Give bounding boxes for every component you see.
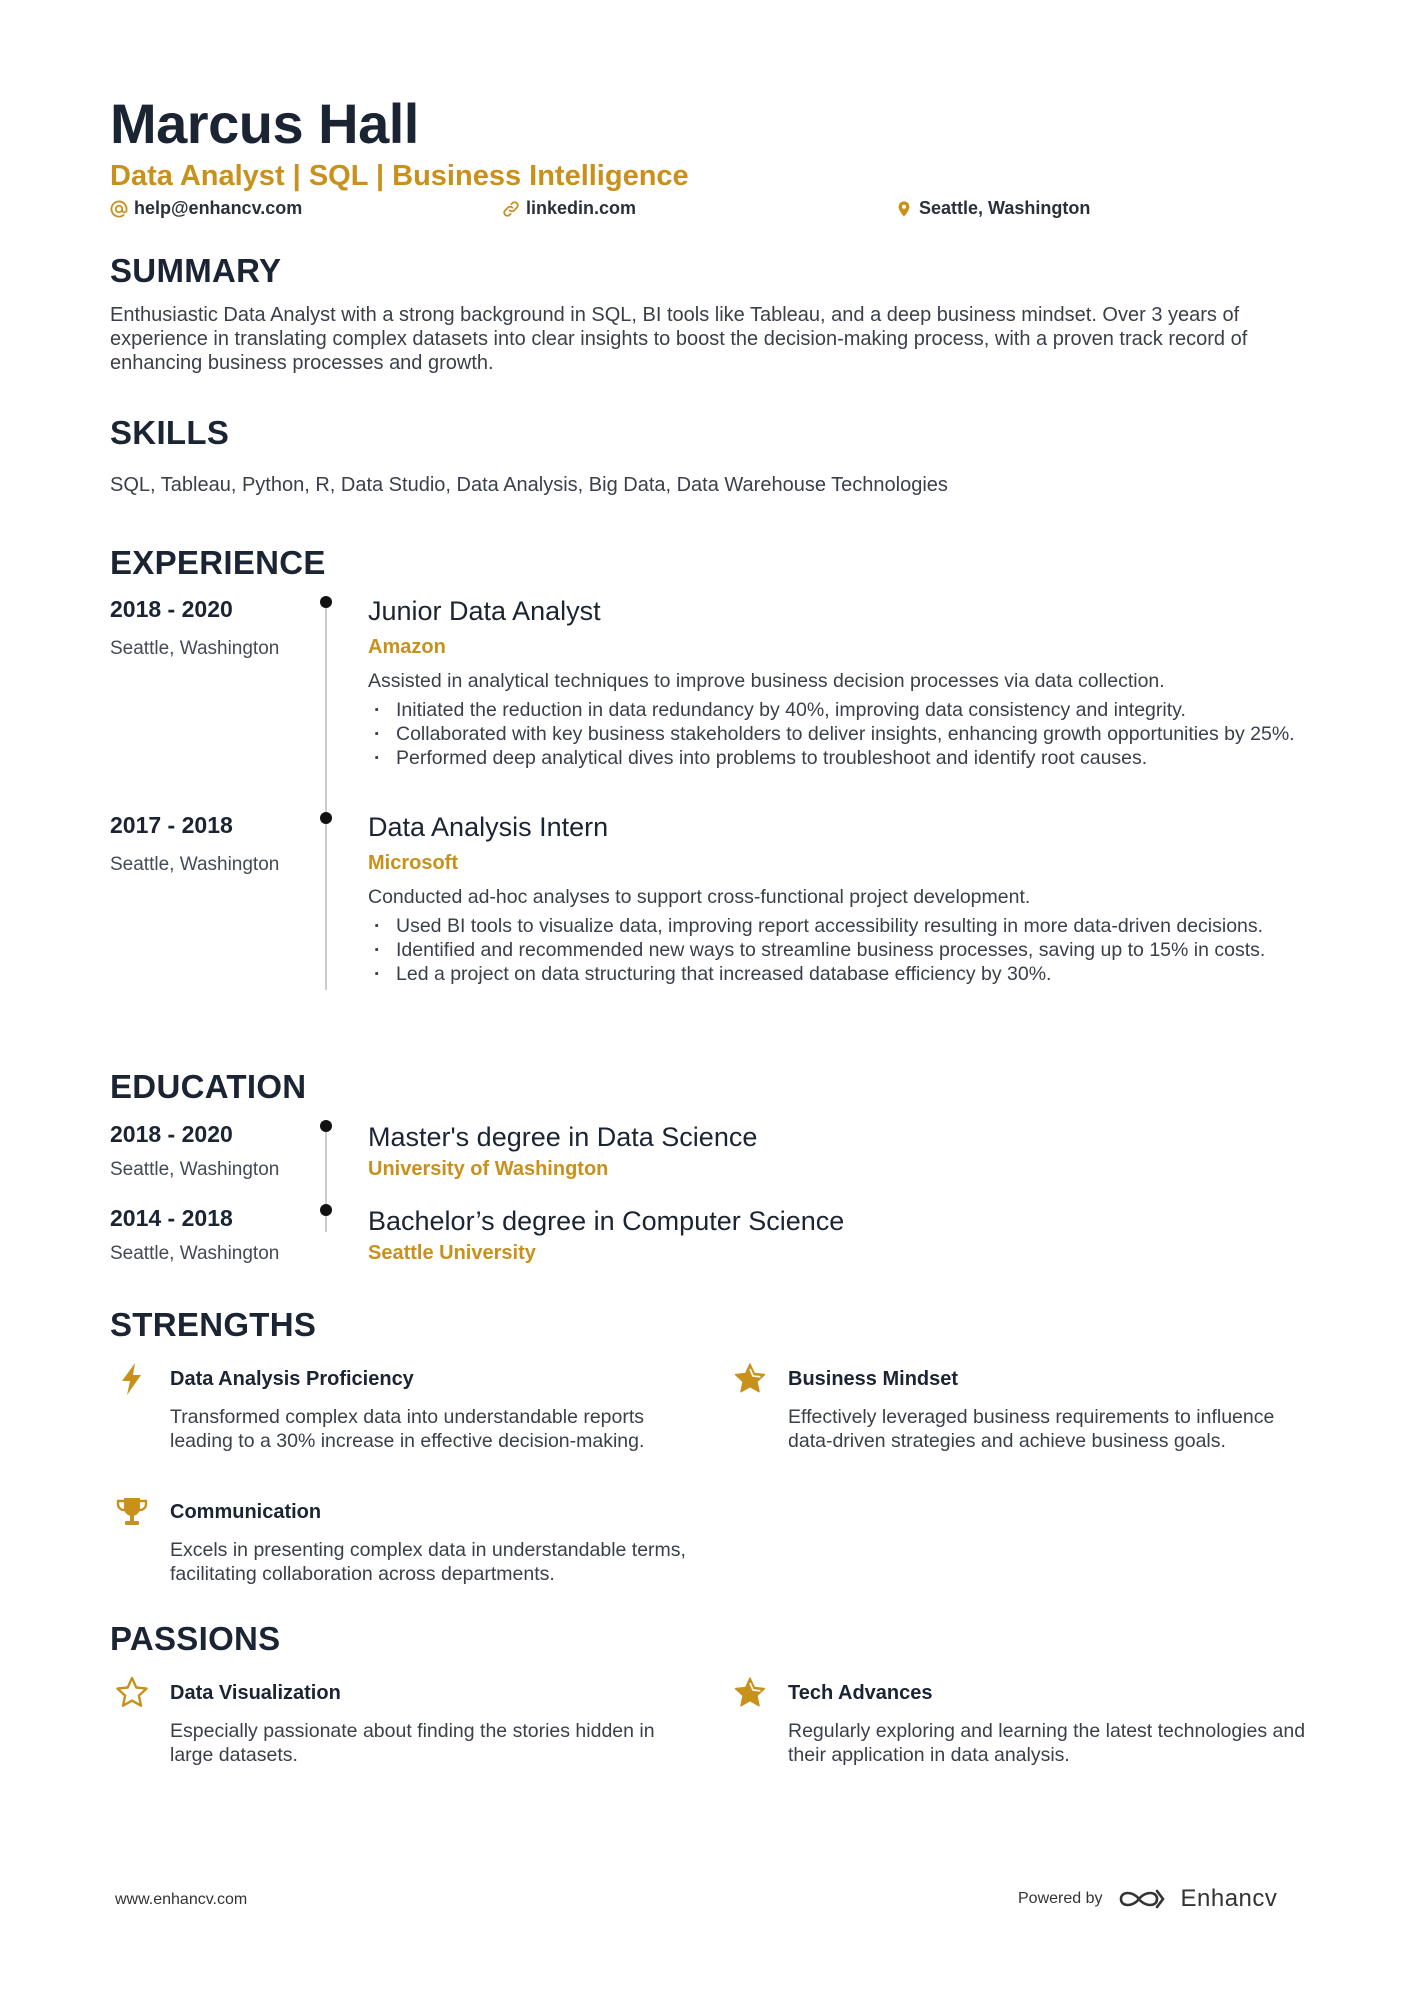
experience-company: Amazon [368,636,446,658]
education-location: Seattle, Washington [110,1243,280,1264]
timeline-dot [320,1204,332,1216]
strength-title: Communication [170,1501,322,1523]
location-text: Seattle, Washington [919,198,1091,218]
experience-timeline [325,604,327,990]
experience-dates: 2018 - 2020 [110,596,233,622]
candidate-name: Marcus Hall [110,92,419,155]
enhancv-logo-icon [1117,1885,1167,1913]
passion-text: Especially passionate about finding the stories hidden in large datasets. [170,1720,655,1766]
bullet-item: · Performed deep analytical dives into problems to troubleshoot and identify root causes. [368,746,1298,770]
experience-dates: 2017 - 2018 [110,812,233,838]
strengths-heading: STRENGTHS [110,1306,317,1343]
bullet-item: · Collaborated with key business stakeholders to deliver insights, enhancing growth opportunities by 25%. [368,722,1298,746]
brand-name: Enhancv [1180,1885,1278,1912]
experience-heading: EXPERIENCE [110,544,326,581]
timeline-dot [320,1120,332,1132]
at-icon [110,200,128,218]
experience-role: Data Analysis Intern [368,812,609,842]
footer-branding[interactable] [1018,1885,1277,1913]
summary-heading: SUMMARY [110,252,282,289]
education-heading: EDUCATION [110,1068,307,1105]
experience-role: Junior Data Analyst [368,596,601,626]
strength-title: Business Mindset [788,1368,959,1390]
bullet-item: · Initiated the reduction in data redundancy by 40%, improving data consistency and integrity. [368,698,1298,722]
strength-text: Excels in presenting complex data in understandable terms, facilitating collaboration across departments. [170,1539,686,1585]
strength-title: Data Analysis Proficiency [170,1368,414,1390]
email-text: help@enhancv.com [134,198,303,218]
experience-description: Conducted ad-hoc analyses to support cross-functional project development. [368,886,1031,908]
star-outline-icon [114,1675,150,1711]
bullet-item: · Identified and recommended new ways to streamline business processes, saving up to 15% in costs. [368,938,1298,962]
education-degree: Bachelor’s degree in Computer Science [368,1206,845,1236]
skills-text: SQL, Tableau, Python, R, Data Studio, Data Analysis, Big Data, Data Warehouse Technologies [110,474,948,496]
linkedin-text: linkedin.com [526,198,637,218]
footer-website[interactable]: www.enhancv.com [115,1891,248,1908]
candidate-tagline: Data Analyst | SQL | Business Intelligence [110,160,689,192]
education-dates: 2018 - 2020 [110,1121,233,1147]
passion-title: Tech Advances [788,1682,933,1704]
bullet-item: · Led a project on data structuring that increased database efficiency by 30%. [368,962,1298,986]
timeline-dot [320,596,332,608]
experience-location: Seattle, Washington [110,638,280,659]
map-pin-icon [895,200,913,218]
bullet-item: · Used BI tools to visualize data, improving report accessibility resulting in more data-driven decisions. [368,914,1298,938]
powered-by-label: Powered by [1018,1890,1103,1907]
education-school: University of Washington [368,1158,609,1180]
experience-bullets [368,914,1298,986]
contact-email[interactable] [110,198,302,219]
strength-text: Transformed complex data into understandable reports leading to a 30% increase in effective decision-making. [170,1406,645,1452]
passions-heading: PASSIONS [110,1620,281,1657]
education-degree: Master's degree in Data Science [368,1122,758,1152]
link-icon [502,200,520,218]
contact-linkedin[interactable] [502,198,636,219]
lightning-icon [114,1361,150,1397]
summary-text: Enthusiastic Data Analyst with a strong background in SQL, BI tools like Tableau, and a deep business mindset. Over 3 years of experience in translating complex datasets into clear insights to boost the decision-making process, with a proven track record of enhancing business processes and growth. [110,304,1248,374]
contact-location [895,198,1090,219]
passion-title: Data Visualization [170,1682,341,1704]
education-timeline [325,1128,327,1232]
strength-text: Effectively leveraged business requirements to influence data-driven strategies and achieve business goals. [788,1406,1275,1452]
star-icon [732,1675,768,1711]
skills-heading: SKILLS [110,414,230,451]
experience-location: Seattle, Washington [110,854,280,875]
experience-company: Microsoft [368,852,458,874]
experience-bullets [368,698,1298,770]
timeline-dot [320,812,332,824]
education-dates: 2014 - 2018 [110,1205,233,1231]
education-school: Seattle University [368,1242,536,1264]
trophy-icon [114,1494,150,1530]
star-icon [732,1361,768,1397]
passion-text: Regularly exploring and learning the latest technologies and their application in data analysis. [788,1720,1306,1766]
experience-description: Assisted in analytical techniques to improve business decision processes via data collection. [368,670,1165,692]
education-location: Seattle, Washington [110,1159,280,1180]
